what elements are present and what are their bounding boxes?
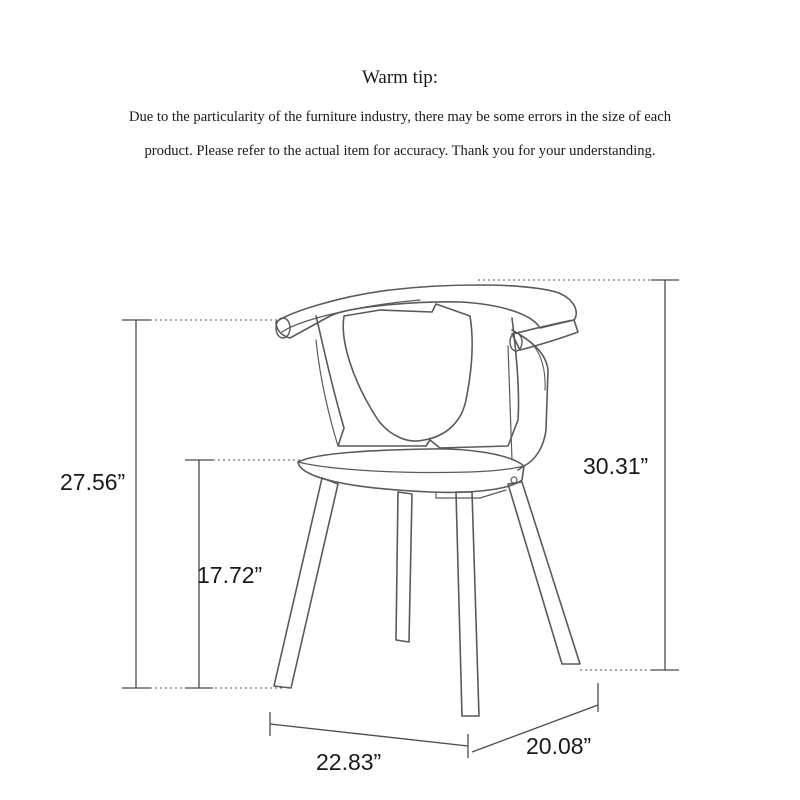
back-cutout bbox=[343, 304, 472, 441]
width-line bbox=[270, 724, 468, 746]
front-right-leg bbox=[456, 492, 479, 716]
warm-tip-line-2: product. Please refer to the actual item for accuracy. Thank you for your understanding. bbox=[144, 143, 656, 159]
dimension-lines bbox=[122, 280, 679, 758]
chair-illustration bbox=[274, 285, 580, 716]
warm-tip-line-1: Due to the particularity of the furniture industry, there may be some errors in the size of each bbox=[128, 109, 672, 125]
warm-tip-title: Warm tip: bbox=[361, 67, 439, 88]
depth-label: 20.08” bbox=[526, 733, 592, 759]
arm-height-label: 30.31” bbox=[583, 453, 649, 479]
width-label: 22.83” bbox=[316, 749, 382, 775]
back-left-leg bbox=[396, 492, 412, 642]
back-right-leg bbox=[508, 482, 580, 664]
front-left-leg bbox=[274, 478, 338, 688]
total-height-label: 27.56” bbox=[60, 469, 126, 495]
extension-lines bbox=[150, 280, 651, 688]
seat-height-label: 17.72” bbox=[197, 562, 263, 588]
back-panel bbox=[316, 316, 519, 448]
